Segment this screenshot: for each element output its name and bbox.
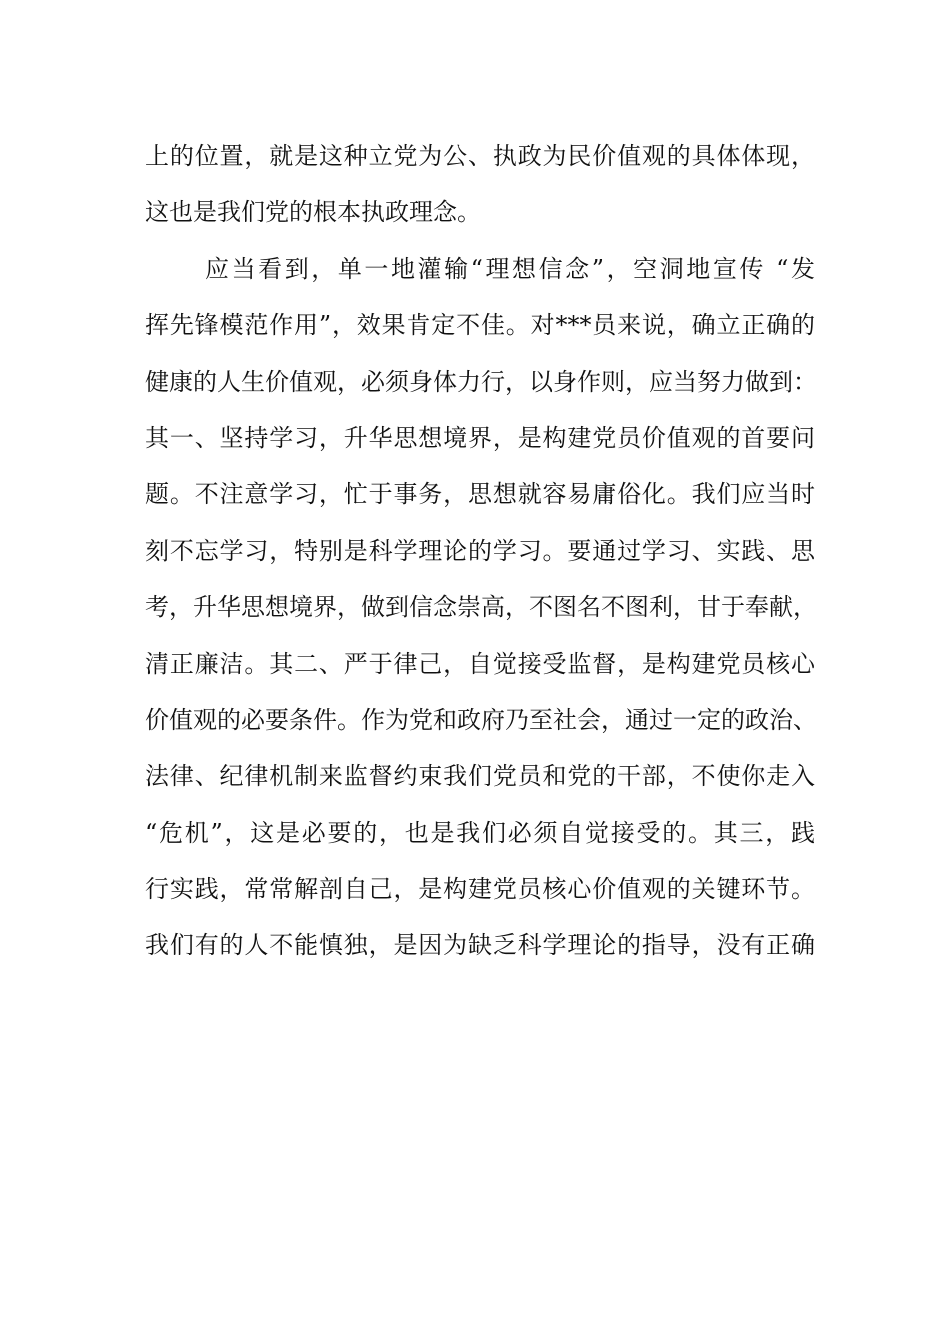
text-line: “危机”，这是必要的，也是我们必须自觉接受的。其三，践 — [145, 818, 815, 847]
text-line: 题。不注意学习，忙于事务，思想就容易庸俗化。我们应当时 — [145, 480, 815, 509]
text-line: 挥先锋模范作用”，效果肯定不佳。对***员来说，确立正确的 — [145, 311, 815, 340]
text-line: 考，升华思想境界，做到信念崇高，不图名不图利，甘于奉献， — [145, 593, 817, 622]
text-line: 我们有的人不能慎独，是因为缺乏科学理论的指导，没有正确 — [145, 931, 815, 960]
text-line: 行实践，常常解剖自己，是构建党员核心价值观的关键环节。 — [145, 875, 815, 904]
text-line: 价值观的必要条件。作为党和政府乃至社会，通过一定的政治、 — [145, 705, 817, 734]
text-line: 刻不忘学习，特别是科学理论的学习。要通过学习、实践、思 — [145, 536, 815, 565]
text-line: 这也是我们党的根本执政理念。 — [145, 198, 481, 227]
body-text — [145, 128, 815, 974]
text-line: 健康的人生价值观，必须身体力行，以身作则，应当努力做到： — [145, 367, 817, 396]
text-line: 应当看到，单一地灌输“理想信念”，空洞地宣传 “发 — [205, 254, 815, 283]
text-line: 法律、纪律机制来监督约束我们党员和党的干部，不使你走入 — [145, 762, 815, 791]
text-line: 清正廉洁。其二、严于律己，自觉接受监督，是构建党员核心 — [145, 649, 815, 678]
text-line: 上的位置，就是这种立党为公、执政为民价值观的具体体现， — [145, 142, 815, 170]
text-line: 其一、坚持学习，升华思想境界，是构建党员价值观的首要问 — [145, 423, 815, 452]
